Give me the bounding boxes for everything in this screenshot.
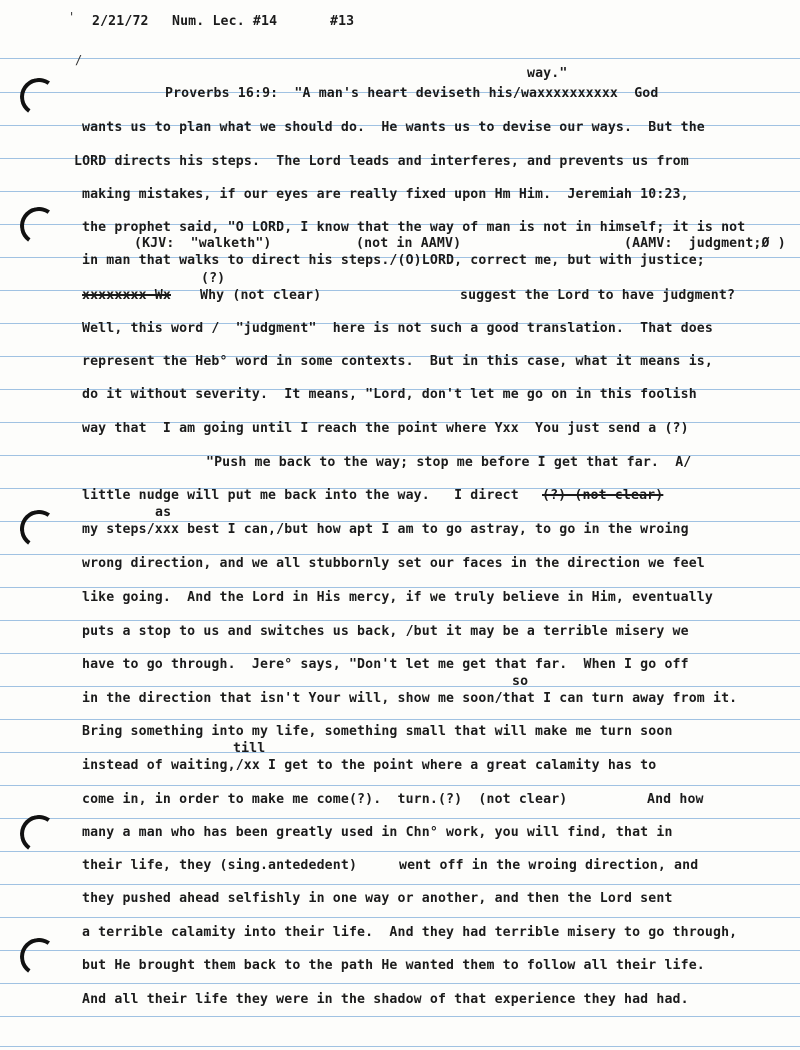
text-line: but He brought them back to the path He wanted them to follow all their life. [82,958,705,973]
text-line: their life, they (sing.antededent) [82,858,358,873]
text-line: they pushed ahead selfishly in one way or another, and then the Lord sent [82,891,673,906]
text-line: wants us to plan what we should do. He wants us to devise our ways. But the [82,120,705,135]
struck-text: (?) (not clear) [542,488,664,503]
text-line: And how [647,792,704,807]
interlinear-note: till [233,741,266,756]
binder-hole [17,935,61,979]
interlinear-note: so [512,674,529,689]
ruled-line [0,587,800,588]
text-line: in the direction that isn't Your will, show me soon/that I can turn away from it. [82,691,738,706]
interlinear-note: (KJV: "walketh") [134,236,272,251]
interlinear-note: (AAMV: judgment;Ø ) [624,236,786,251]
text-line: have to go through. Jere° says, "Don't let me get that far. When I go off [82,657,689,672]
ruled-line [0,719,800,720]
text-line: like going. And the Lord in His mercy, if we truly believe in Him, eventually [82,590,713,605]
text-line: "Push me back to the way; stop me before I get that far. A/ [206,455,692,470]
text-line: LORD directs his steps. The Lord leads and interferes, and prevents us from [74,154,689,169]
margin-mark: / [75,53,83,67]
ruled-line [0,983,800,984]
text-line: little nudge will put me back into the way. I direct [82,488,519,503]
text-line: many a man who has been greatly used in Chn° work, you will find, that in [82,825,673,840]
text-line: wrong direction, and we all stubbornly set our faces in the direction we feel [82,556,705,571]
text-line: in man that walks to direct his steps./(O)LORD, correct me, but with justice; [82,253,705,268]
text-line: went off in the wroing direction, and [399,858,699,873]
ruled-line [0,58,800,59]
interlinear-note: way." [527,66,568,81]
text-line: suggest the Lord to have judgment? [460,288,736,303]
text-line: And all their life they were in the shadow of that experience they had had. [82,992,689,1007]
header-date: 2/21/72 [92,14,149,29]
header-page-number: #13 [330,14,355,29]
ruled-line [0,1016,800,1017]
ruled-line [0,851,800,852]
text-line: Well, this word / "judgment" here is not such a good translation. That does [82,321,713,336]
binder-hole [17,204,61,248]
ruled-line [0,785,800,786]
ruled-line [0,752,800,753]
ruled-line [0,917,800,918]
ruled-line [0,653,800,654]
text-line: Bring something into my life, something small that will make me turn soon [82,724,673,739]
text-line: represent the Heb° word in some contexts. But in this case, what it means is, [82,354,713,369]
text-line: instead of waiting,/xx I get to the point where a great calamity has to [82,758,657,773]
text-line: come in, in order to make me come(?). turn.(?) (not clear) [82,792,568,807]
binder-hole [17,507,61,551]
text-line: do it without severity. It means, "Lord, don't let me go on in this foolish [82,387,697,402]
text-line: my steps/xxx best I can,/but how apt I am to go astray, to go in the wroing [82,522,689,537]
margin-mark: ' [68,10,76,24]
ruled-line [0,950,800,951]
text-line: Proverbs 16:9: "A man's heart deviseth his/waxxxxxxxxxx God [165,86,659,101]
text-line: way that I am going until I reach the point where Yxx You just send a (?) [82,421,689,436]
text-line: the prophet said, "O LORD, I know that the way of man is not in himself; it is not [82,220,746,235]
struck-text: xxxxxxxx Wx [82,288,171,303]
ruled-line [0,1046,800,1047]
ruled-line [0,554,800,555]
interlinear-note: as [155,505,172,520]
ruled-line [0,686,800,687]
text-line: making mistakes, if our eyes are really fixed upon Hm Him. Jeremiah 10:23, [82,187,689,202]
text-line: puts a stop to us and switches us back, /but it may be a terrible misery we [82,624,689,639]
ruled-line [0,620,800,621]
header-lecture: Num. Lec. #14 [172,14,278,29]
text-line: Why (not clear) [200,288,322,303]
ruled-line [0,818,800,819]
ruled-line [0,884,800,885]
text-line: a terrible calamity into their life. And they had terrible misery to go through, [82,925,738,940]
interlinear-note: (?) [201,271,226,286]
interlinear-note: (not in AAMV) [356,236,462,251]
binder-hole [17,75,61,119]
